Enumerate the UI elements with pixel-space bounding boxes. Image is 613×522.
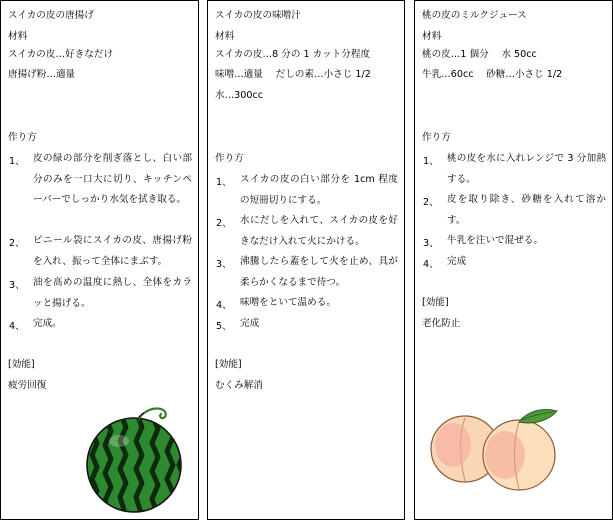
recipe-card-watermelon-karaage — [0, 0, 199, 520]
step-number: 3、 — [423, 238, 439, 249]
step-text: 完成 — [447, 256, 467, 267]
step-text: スイカの皮の白い部分を 1cm 程度の短冊切りにする。 — [240, 174, 398, 206]
ingredient-line: 牛乳…60cc 砂糖…小さじ 1/2 — [422, 69, 563, 80]
step-text: 皮の緑の部分を削ぎ落とし、白い部分のみを一口大に切り、キッチンペーパーでしっかり水気を拭き取る。 — [33, 153, 192, 205]
effect-heading: [効能] — [215, 359, 242, 370]
steps-heading: 作り方 — [422, 132, 451, 143]
step-text: 沸騰したら蓋をして火を止め、具が柔らかくなるまで待つ。 — [240, 256, 398, 288]
step-text: 桃の皮を水に入れレンジで 3 分加熱する。 — [447, 153, 606, 185]
step-text: 油を高めの温度に熱し、全体をカラッと揚げる。 — [33, 277, 192, 309]
ingredient-line: スイカの皮…8 分の 1 カット分程度 — [215, 49, 371, 60]
ingredients-heading: 材料 — [215, 31, 235, 42]
step-number: 4、 — [423, 259, 439, 270]
step-text: 牛乳を注いで混ぜる。 — [447, 235, 543, 246]
step-text: 完成。 — [33, 318, 62, 329]
watermelon-illustration — [81, 403, 193, 515]
ingredient-line: 桃の皮…1 個分 水 50cc — [422, 49, 537, 60]
step-number: 3、 — [216, 259, 232, 270]
recipe-card-watermelon-miso-soup — [207, 0, 405, 520]
step-text: 完成 — [240, 318, 260, 329]
step-number: 1、 — [9, 156, 25, 167]
recipe-card-peach-milk-juice — [414, 0, 613, 520]
step-number: 4、 — [216, 300, 232, 311]
peaches-illustration — [425, 405, 575, 495]
recipe-title: 桃の皮のミルクジュース — [422, 10, 527, 21]
steps-heading: 作り方 — [215, 153, 244, 164]
ingredient-line: 唐揚げ粉…適量 — [8, 69, 76, 80]
step-text: ビニール袋にスイカの皮、唐揚げ粉を入れ、振って全体にまぶす。 — [33, 235, 192, 267]
ingredients-heading: 材料 — [422, 31, 442, 42]
effect-heading: [効能] — [422, 297, 449, 308]
ingredient-line: スイカの皮…好きなだけ — [8, 49, 114, 60]
step-number: 1、 — [423, 156, 439, 167]
effect-text: 老化防止 — [422, 318, 461, 329]
recipe-title: スイカの皮の唐揚げ — [8, 10, 94, 21]
step-number: 4、 — [9, 321, 25, 332]
ingredient-line: 水…300cc — [215, 90, 264, 101]
step-number: 1、 — [216, 177, 232, 188]
step-number: 2、 — [216, 218, 232, 229]
step-number: 2、 — [423, 197, 439, 208]
step-text: 味噌をといて温める。 — [240, 297, 336, 308]
step-text: 水にだしを入れて、スイカの皮を好きなだけ入れて火にかける。 — [240, 215, 398, 247]
ingredient-line: 味噌…適量 だしの素…小さじ 1/2 — [215, 69, 371, 80]
recipe-title: スイカの皮の味噌汁 — [215, 10, 301, 21]
step-number: 2、 — [9, 238, 25, 249]
effect-text: 疲労回復 — [8, 380, 47, 391]
step-number: 5、 — [216, 321, 232, 332]
effect-heading: [効能] — [8, 359, 35, 370]
effect-text: むくみ解消 — [215, 380, 263, 391]
steps-heading: 作り方 — [8, 132, 37, 143]
ingredients-heading: 材料 — [8, 31, 28, 42]
step-text: 皮を取り除き、砂糖を入れて溶かす。 — [447, 194, 606, 226]
step-number: 3、 — [9, 280, 25, 291]
